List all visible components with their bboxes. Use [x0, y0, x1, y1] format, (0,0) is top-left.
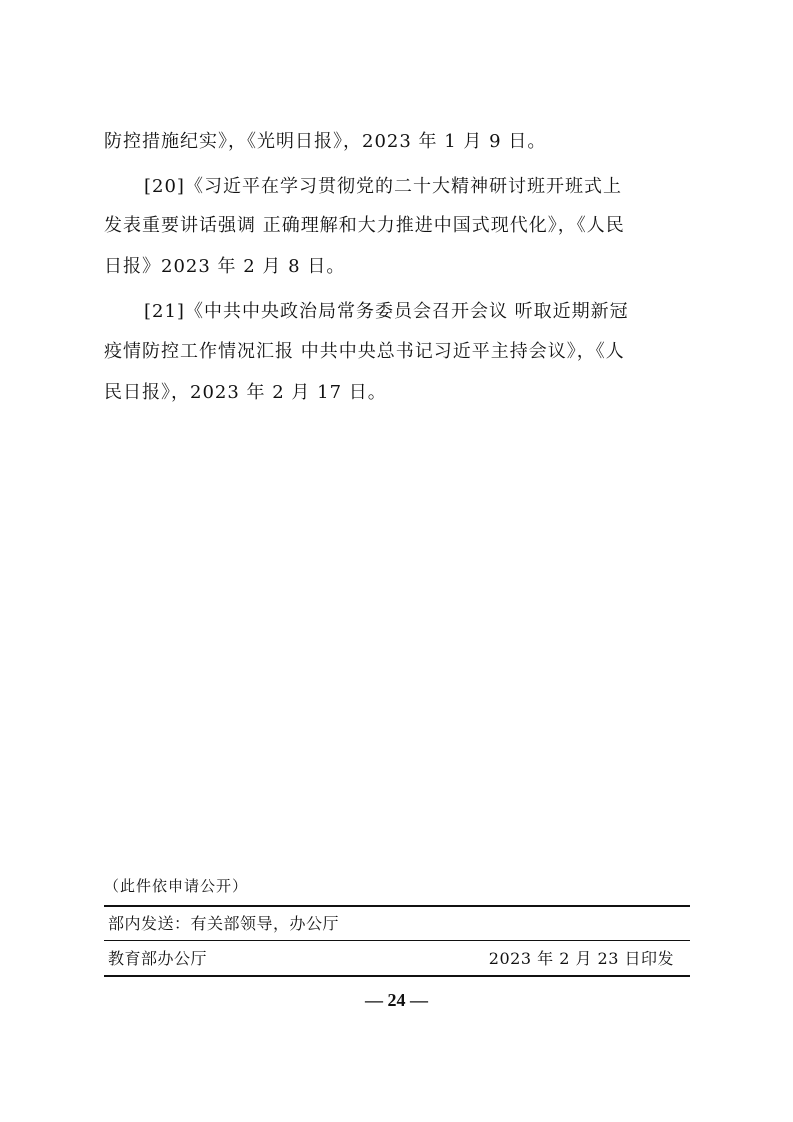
issue-date: 2023 年 2 月 23 日印发: [488, 949, 674, 968]
reference-21-line-3: 民日报》，2023 年 2 月 17 日。: [104, 382, 387, 403]
reference-20-line-1: [20]《习近平在学习贯彻党的二十大精神研讨班开班式上: [144, 176, 622, 197]
middle-rule: [104, 940, 690, 941]
reference-20-line-2: 发表重要讲话强调 正确理解和大力推进中国式现代化》，《人民: [104, 215, 625, 236]
reference-21-line-1: [21]《中共中央政治局常务委员会召开会议 听取近期新冠: [144, 301, 629, 322]
issuer: 教育部办公厅: [108, 949, 208, 968]
top-rule: [104, 905, 690, 907]
disclosure-note: （此件依申请公开）: [104, 877, 249, 895]
page-number: — 24 —: [365, 990, 428, 1010]
distribution-line: 部内发送：有关部领导，办公厅: [108, 914, 340, 933]
bottom-rule: [104, 975, 690, 977]
text-line: 防控措施纪实》，《光明日报》，2023 年 1 月 9 日。: [104, 131, 547, 152]
reference-20-line-3: 日报》2023 年 2 月 8 日。: [104, 256, 346, 277]
reference-21-line-2: 疫情防控工作情况汇报 中共中央总书记习近平主持会议》，《人: [104, 341, 625, 362]
